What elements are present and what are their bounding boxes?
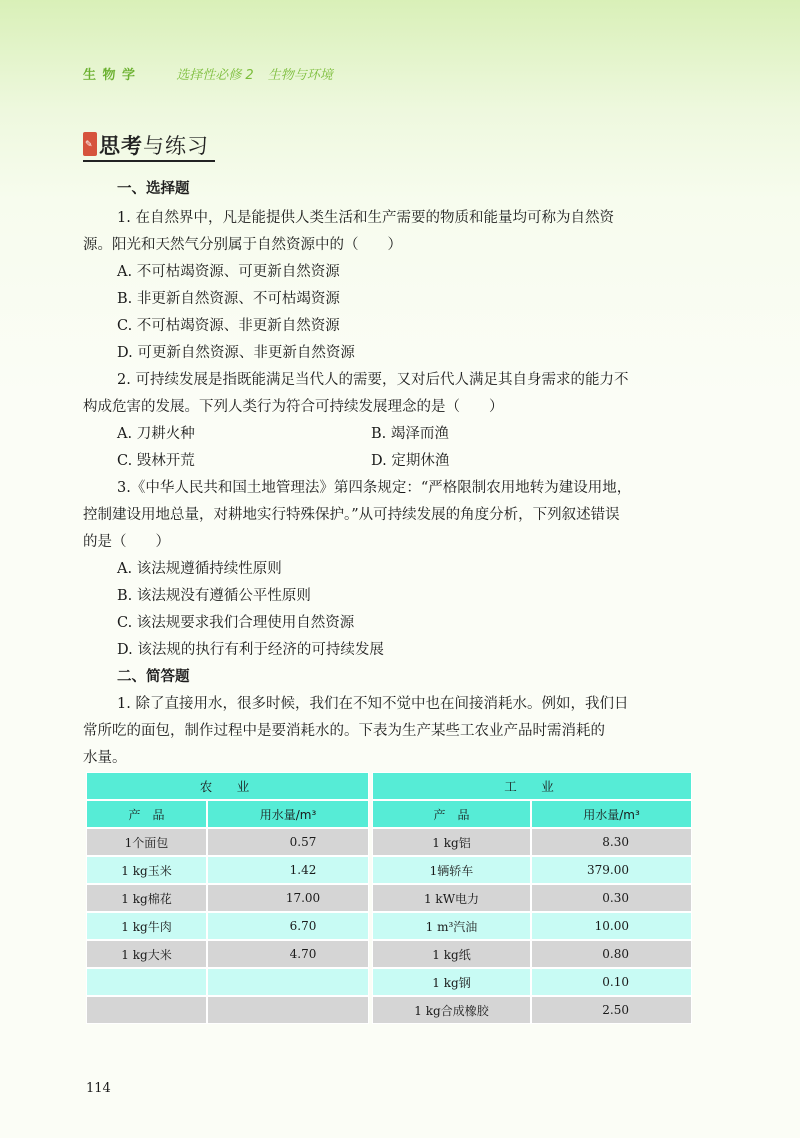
ind-value: 8.30 xyxy=(531,828,692,856)
agri-product xyxy=(86,996,207,1024)
table-row xyxy=(86,996,692,1024)
agri-product: 1个面包 xyxy=(86,828,207,856)
page-number: 114 xyxy=(86,1081,111,1096)
agri-product: 1 kg玉米 xyxy=(86,856,207,884)
table-row xyxy=(86,940,692,968)
section-underline xyxy=(83,160,215,162)
q2-option-d: D. 定期休渔 xyxy=(371,453,450,469)
section-title-text xyxy=(99,130,209,160)
q3-line1: 3.《中华人民共和国土地管理法》第四条规定：“严格限制农用地转为建设用地， xyxy=(117,480,632,496)
agri-product xyxy=(86,968,207,996)
q1-option-b: B. 非更新自然资源、不可枯竭资源 xyxy=(117,291,340,307)
q3-line3: 的是（ ） xyxy=(83,534,170,550)
q3-option-a: A. 该法规遵循持续性原则 xyxy=(117,561,282,577)
q1-line1: 1. 在自然界中，凡是能提供人类生活和生产需要的物质和能量均可称为自然资 xyxy=(117,210,614,226)
table-row xyxy=(86,968,692,996)
water-usage-table xyxy=(86,772,692,1024)
table-row xyxy=(86,912,692,940)
ind-product: 1 kg铝 xyxy=(372,828,531,856)
ind-value: 0.30 xyxy=(531,884,692,912)
q3-option-b: B. 该法规没有遵循公平性原则 xyxy=(117,588,311,604)
q3-line2: 控制建设用地总量，对耕地实行特殊保护。”从可持续发展的角度分析，下列叙述错误 xyxy=(83,507,620,523)
table-row xyxy=(86,828,692,856)
ind-col-water: 用水量/m³ xyxy=(531,800,692,828)
table-row xyxy=(86,856,692,884)
agri-value: 0.57 xyxy=(207,828,369,856)
ind-product: 1 kW电力 xyxy=(372,884,531,912)
q2-option-a: A. 刀耕火种 xyxy=(117,426,195,442)
agri-value: 1.42 xyxy=(207,856,369,884)
agri-header: 农 业 xyxy=(86,772,369,800)
section-title-bold: 思考 xyxy=(99,134,143,158)
agri-value: 6.70 xyxy=(207,912,369,940)
q1-line2: 源。阳光和天然气分别属于自然资源中的（ ） xyxy=(83,237,402,253)
sq1-line2: 常所吃的面包，制作过程中是要消耗水的。下表为生产某些工农业产品时需消耗的 xyxy=(83,723,605,739)
part2-heading: 二、简答题 xyxy=(117,669,190,685)
ind-product: 1辆轿车 xyxy=(372,856,531,884)
section-title-rest: 与练习 xyxy=(143,134,209,158)
q2-option-b: B. 竭泽而渔 xyxy=(371,426,449,442)
ind-value: 0.80 xyxy=(531,940,692,968)
agri-product: 1 kg大米 xyxy=(86,940,207,968)
agri-product: 1 kg牛肉 xyxy=(86,912,207,940)
q1-option-a: A. 不可枯竭资源、可更新自然资源 xyxy=(117,264,340,280)
subject-label: 生 物 学 xyxy=(83,68,137,83)
q1-option-c: C. 不可枯竭资源、非更新自然资源 xyxy=(117,318,340,334)
section-title xyxy=(83,130,223,160)
chapter-label: 生物与环境 xyxy=(267,68,333,83)
sq1-line3: 水量。 xyxy=(83,750,127,766)
q2-line2: 构成危害的发展。下列人类行为符合可持续发展理念的是（ ） xyxy=(83,399,504,415)
ind-value: 2.50 xyxy=(531,996,692,1024)
ind-col-product: 产 品 xyxy=(372,800,531,828)
ind-value: 0.10 xyxy=(531,968,692,996)
ind-product: 1 kg合成橡胶 xyxy=(372,996,531,1024)
part1-heading: 一、选择题 xyxy=(117,181,190,197)
ind-value: 10.00 xyxy=(531,912,692,940)
agri-value: 17.00 xyxy=(207,884,369,912)
ind-product: 1 kg钢 xyxy=(372,968,531,996)
running-header xyxy=(83,64,333,83)
pencil-icon: ✎ xyxy=(85,140,93,150)
agri-col-product: 产 品 xyxy=(86,800,207,828)
table-column-header-row xyxy=(86,800,692,828)
book-label: 选择性必修 2 xyxy=(176,68,254,83)
agri-product: 1 kg棉花 xyxy=(86,884,207,912)
agri-col-water: 用水量/m³ xyxy=(207,800,369,828)
ind-header: 工 业 xyxy=(372,772,692,800)
section-marker xyxy=(83,132,97,156)
agri-value: 4.70 xyxy=(207,940,369,968)
q1-option-d: D. 可更新自然资源、非更新自然资源 xyxy=(117,345,355,361)
table-row xyxy=(86,884,692,912)
agri-value xyxy=(207,996,369,1024)
sq1-line1: 1. 除了直接用水，很多时候，我们在不知不觉中也在间接消耗水。例如，我们日 xyxy=(117,696,629,712)
ind-product: 1 m³汽油 xyxy=(372,912,531,940)
table-group-header-row xyxy=(86,772,692,800)
ind-value: 379.00 xyxy=(531,856,692,884)
q2-line1: 2. 可持续发展是指既能满足当代人的需要，又对后代人满足其自身需求的能力不 xyxy=(117,372,629,388)
q3-option-c: C. 该法规要求我们合理使用自然资源 xyxy=(117,615,355,631)
agri-value xyxy=(207,968,369,996)
q3-option-d: D. 该法规的执行有利于经济的可持续发展 xyxy=(117,642,384,658)
q2-option-c: C. 毁林开荒 xyxy=(117,453,195,469)
ind-product: 1 kg纸 xyxy=(372,940,531,968)
